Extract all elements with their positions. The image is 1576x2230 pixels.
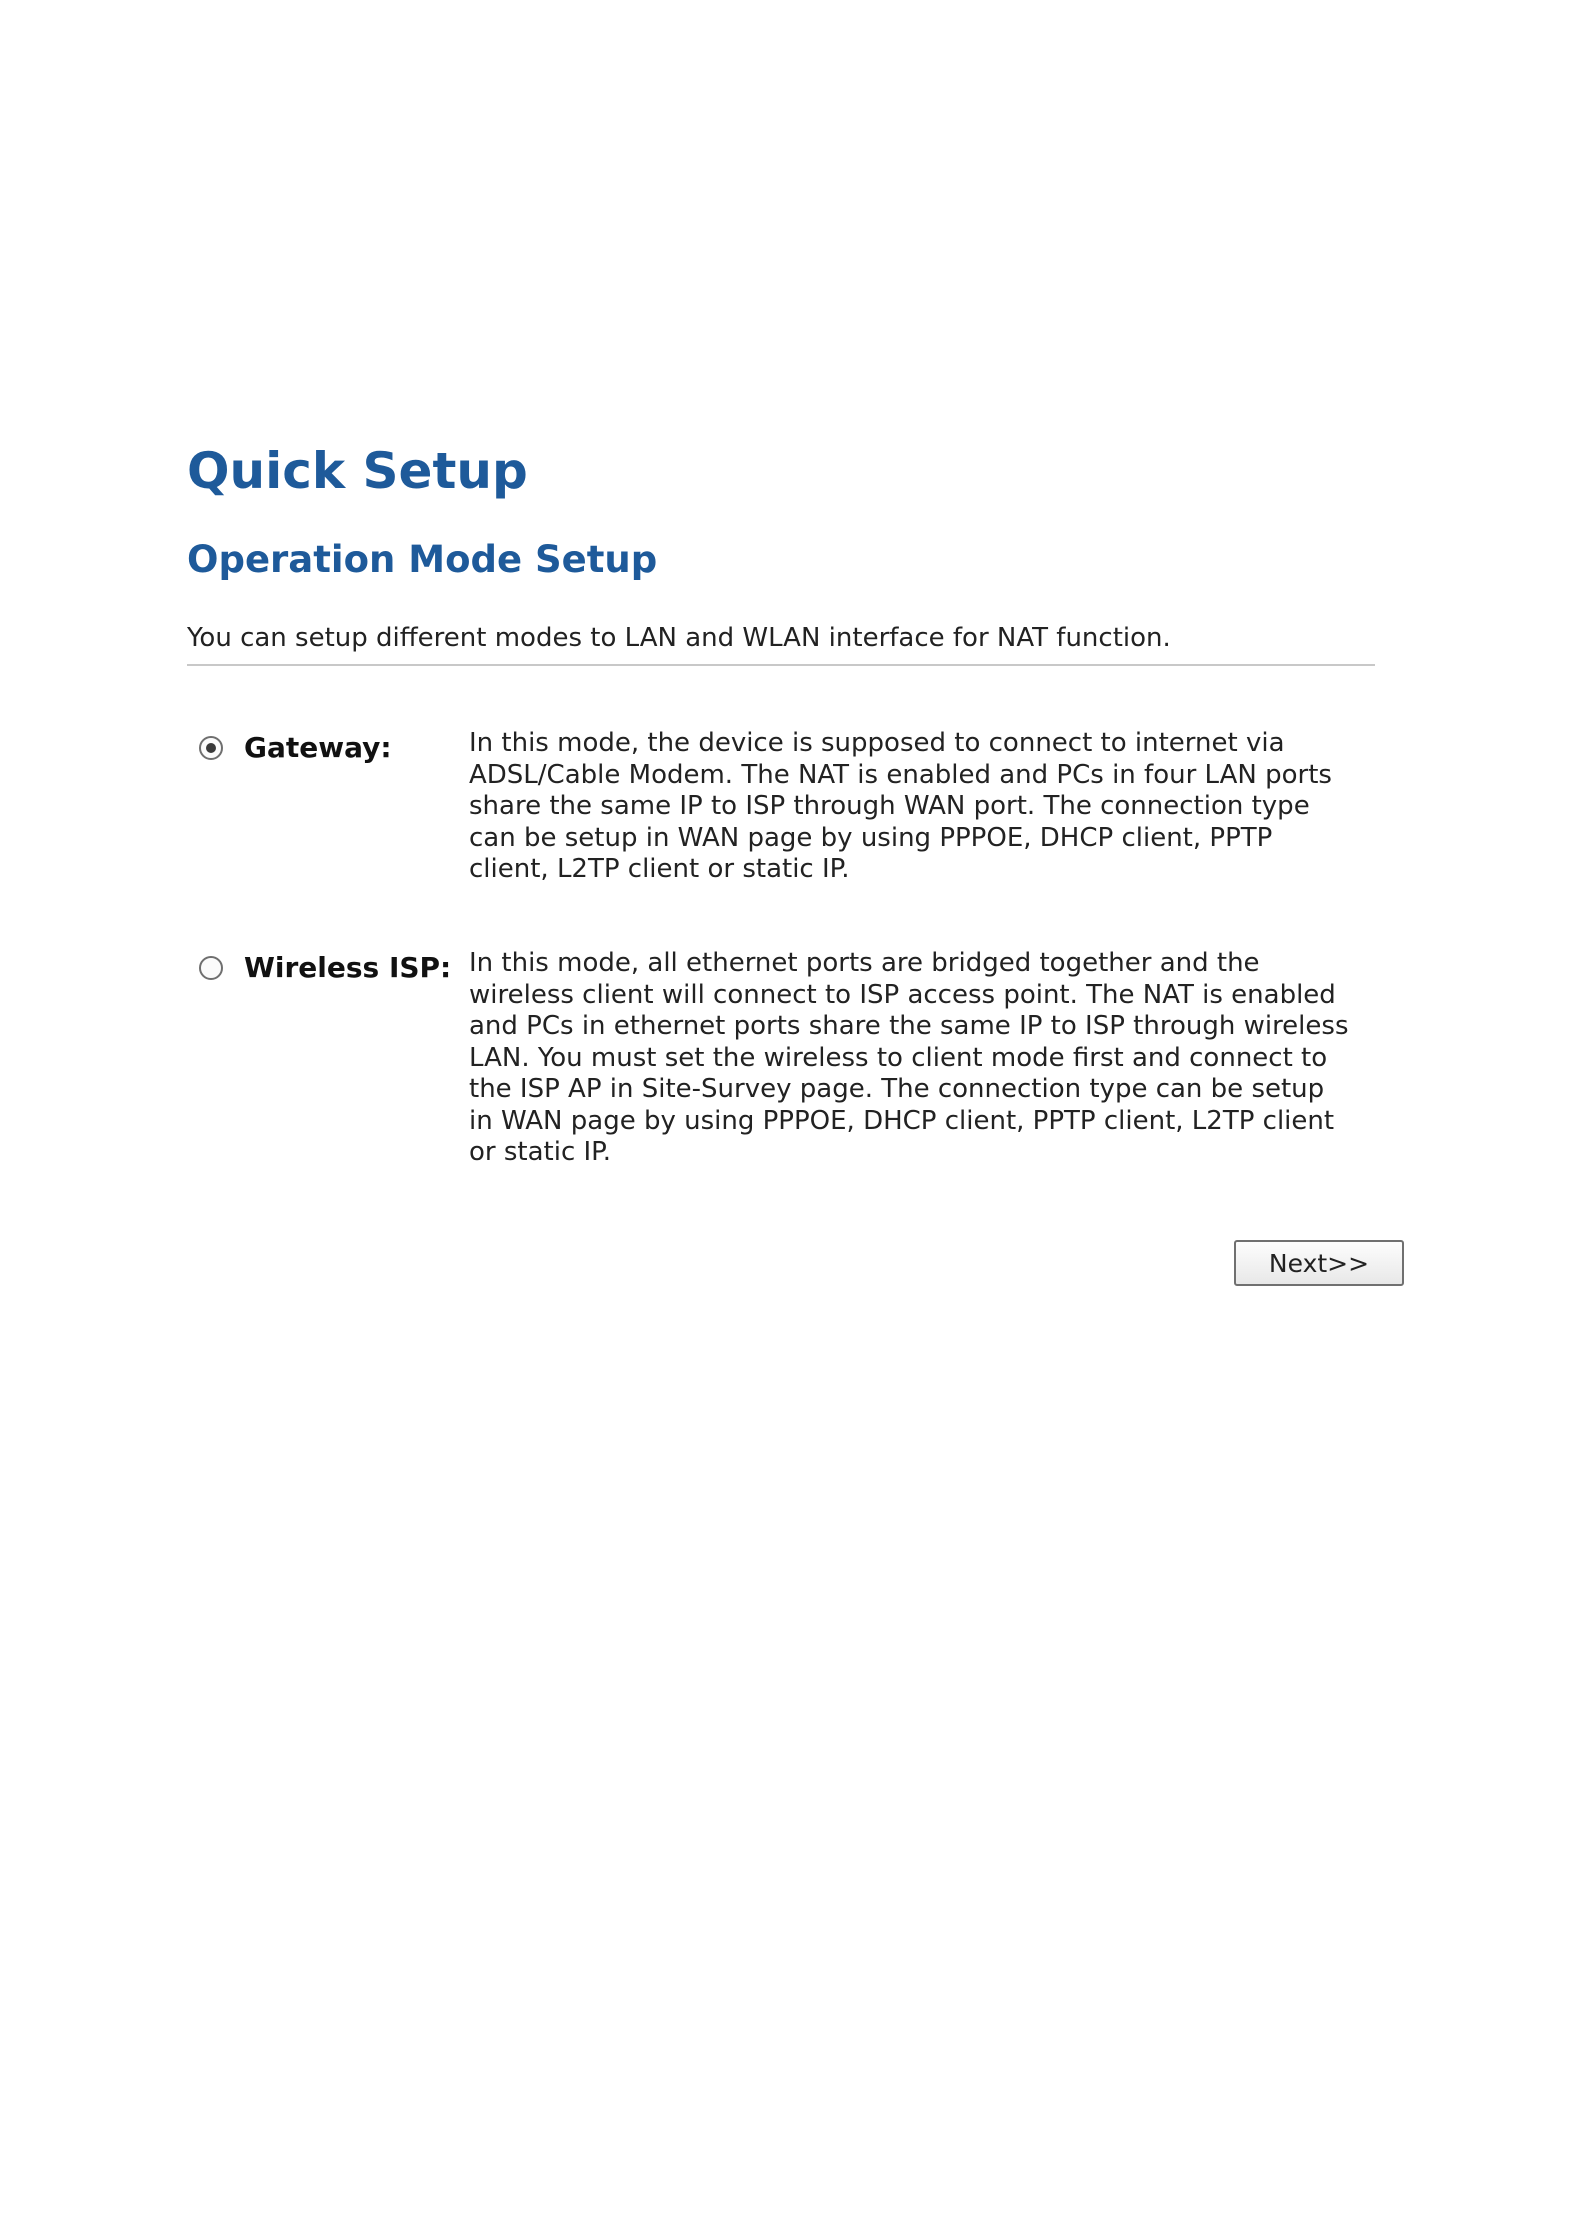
description-line: and PCs in ethernet ports share the same IP to ISP through wireless — [469, 1011, 1349, 1041]
description-line: In this mode, all ethernet ports are bridged together and the — [469, 948, 1260, 978]
description-line: wireless client will connect to ISP access point. The NAT is enabled — [469, 979, 1336, 1010]
wireless-isp-description — [469, 948, 1389, 1169]
gateway-radio[interactable] — [199, 736, 223, 760]
divider — [187, 664, 1375, 666]
wireless-isp-radio[interactable] — [199, 956, 223, 980]
description-line: can be setup in WAN page by using PPPOE, DHCP client, PPTP — [469, 822, 1273, 853]
description-line: client, L2TP client or static IP. — [469, 854, 850, 884]
description-line: ADSL/Cable Modem. The NAT is enabled and PCs in four LAN ports — [469, 759, 1332, 790]
gateway-description — [469, 728, 1389, 886]
gateway-label[interactable]: Gateway: — [244, 731, 392, 764]
next-button[interactable]: Next>> — [1234, 1240, 1404, 1286]
description-line: or static IP. — [469, 1137, 612, 1167]
intro-text: You can setup different modes to LAN and WLAN interface for NAT function. — [187, 623, 1171, 653]
description-line: share the same IP to ISP through WAN port. The connection type — [469, 791, 1310, 821]
section-title: Operation Mode Setup — [187, 538, 658, 581]
description-line: the ISP AP in Site-Survey page. The connection type can be setup — [469, 1074, 1325, 1104]
description-line: in WAN page by using PPPOE, DHCP client, PPTP client, L2TP client — [469, 1105, 1335, 1136]
description-line: LAN. You must set the wireless to client mode first and connect to — [469, 1042, 1328, 1073]
wireless-isp-label[interactable]: Wireless ISP: — [244, 951, 452, 984]
description-line: In this mode, the device is supposed to connect to internet via — [469, 728, 1285, 758]
page-title: Quick Setup — [187, 442, 528, 500]
